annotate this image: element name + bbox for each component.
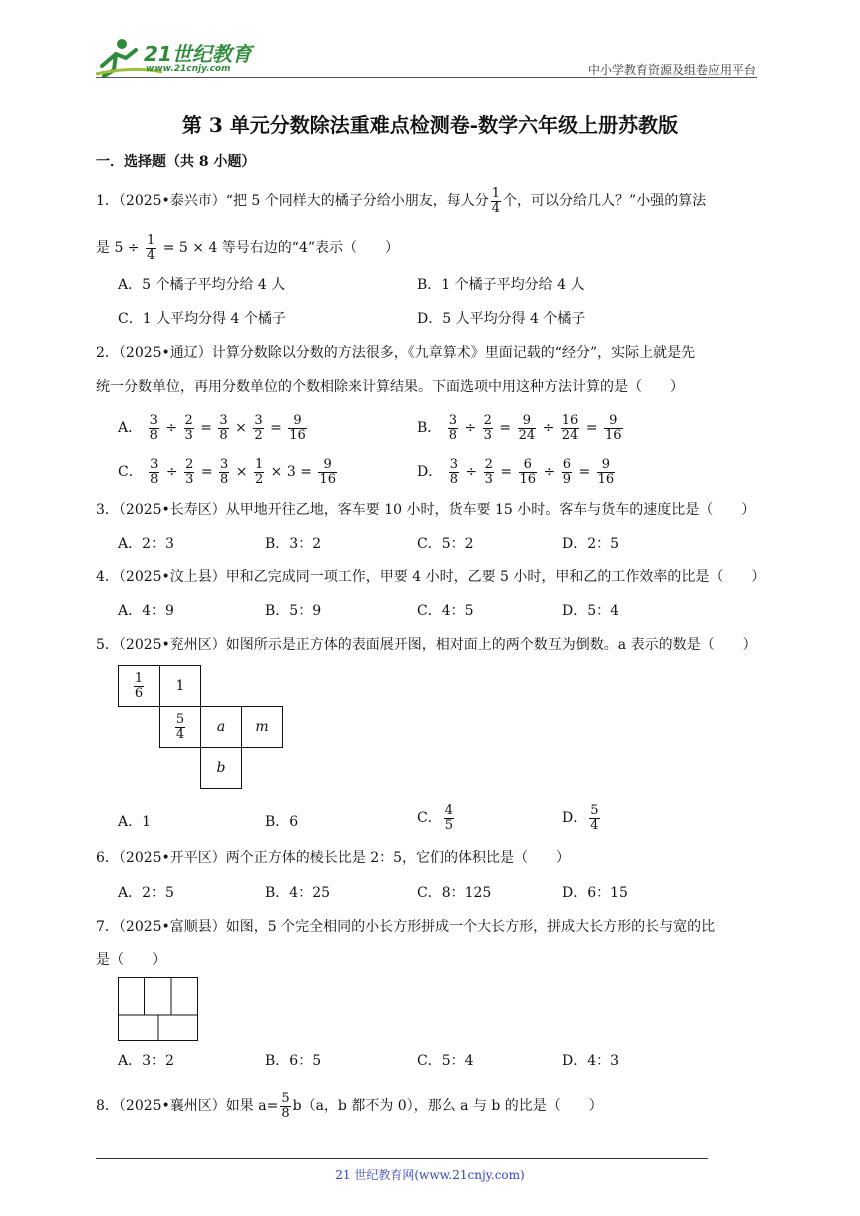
- q7-line2: 是（ ）: [96, 952, 166, 968]
- logo: [92, 36, 267, 80]
- q5-option-a[interactable]: A．1: [118, 814, 152, 830]
- q2-line1: 2．（2025•通辽）计算分数除以分数的方法很多，《九章算术》里面记载的“经分”，实际上就是先: [96, 345, 696, 361]
- q2-option-d[interactable]: D． $\frac{3}{8}$ ÷ $\frac{2}{3}$ = $\frac{6}{16}$ ÷ $\frac{6}{9}$ = $\frac{9}{16}$: [417, 457, 615, 487]
- q4-option-c[interactable]: C．4：5: [417, 603, 474, 619]
- q2-option-c[interactable]: C． $\frac{3}{8}$ ÷ $\frac{2}{3}$ = $\frac{3}{8}$ × $\frac{1}{2}$ × 3 = $\frac{9}{16}$: [118, 457, 336, 487]
- q6-option-d[interactable]: D．6：15: [562, 885, 628, 901]
- q4-text: 4．（2025•汶上县）甲和乙完成同一项工作，甲要 4 小时，乙要 5 小时，甲和乙的工作效率的比是（ ）: [96, 569, 766, 585]
- net-cell-m: m: [241, 706, 283, 748]
- q1-fraction: $\frac{1}{4}$: [491, 186, 501, 216]
- rectangle-figure: [118, 977, 198, 1041]
- q2-line2: 统一分数单位，再用分数单位的个数相除来计算结果。下面选项中用这种方法计算的是（ ）: [96, 379, 684, 395]
- q7-option-c[interactable]: C．5：4: [417, 1053, 474, 1069]
- q5-option-d[interactable]: D． $\frac{5}{4}$: [562, 803, 599, 833]
- net-cell-2: 1: [159, 665, 201, 707]
- logo-text: 21世纪教育: [144, 42, 252, 66]
- net-cell-1: $\frac{1}{6}$: [118, 665, 160, 707]
- q2-option-b[interactable]: B． $\frac{3}{8}$ ÷ $\frac{2}{3}$ = $\frac{9}{24}$ ÷ $\frac{16}{24}$ = $\frac{9}{16}$: [417, 413, 622, 443]
- q3-option-c[interactable]: C．5：2: [417, 536, 474, 552]
- q6-option-c[interactable]: C．8：125: [417, 885, 492, 901]
- q8-text: 8．（2025•襄州区）如果 a= $\frac{5}{8}$ b（a，b 都不为 0），那么 a 与 b 的比是（ ）: [96, 1091, 603, 1121]
- q1-option-d[interactable]: D．5 人平均分得 4 个橘子: [417, 311, 586, 327]
- footer-link[interactable]: 21 世纪教育网(www.21cnjy.com): [335, 1168, 525, 1182]
- q1-option-a[interactable]: A．5 个橘子平均分给 4 人: [118, 277, 286, 293]
- q3-option-d[interactable]: D．2：5: [562, 536, 620, 552]
- q6-option-a[interactable]: A．2：5: [118, 885, 174, 901]
- page-title: 第 3 单元分数除法重难点检测卷-数学六年级上册苏教版: [181, 113, 679, 137]
- q5-text: 5．（2025•兖州区）如图所示是正方体的表面展开图，相对面上的两个数互为倒数。a 表示的数是（ ）: [96, 637, 757, 653]
- q6-text: 6．（2025•开平区）两个正方体的棱长比是 2：5，它们的体积比是（ ）: [96, 850, 571, 866]
- q7-line1: 7．（2025•富顺县）如图，5 个完全相同的小长方形拼成一个大长方形，拼成大长方形的长与宽的比: [96, 919, 716, 935]
- net-cell-3: $\frac{5}{4}$: [159, 706, 201, 748]
- platform-label: 中小学教育资源及组卷应用平台: [587, 63, 756, 77]
- q1-fraction-2: $\frac{1}{4}$: [147, 233, 156, 263]
- q4-option-a[interactable]: A．4：9: [118, 603, 174, 619]
- q6-option-b[interactable]: B．4：25: [265, 885, 331, 901]
- q1-option-c[interactable]: C．1 人平均分得 4 个橘子: [118, 311, 286, 327]
- footer-divider: [96, 1158, 708, 1159]
- q7-option-d[interactable]: D．4：3: [562, 1053, 620, 1069]
- q1-line2: 是 5 ÷ $\frac{1}{4}$ = 5 × 4 等号右边的“4”表示（ ）: [96, 233, 400, 263]
- q2-option-a[interactable]: A． $\frac{3}{8}$ ÷ $\frac{2}{3}$ = $\frac{3}{8}$ × $\frac{3}{2}$ = $\frac{9}{16}$: [118, 413, 306, 443]
- q3-option-a[interactable]: A．2：3: [118, 536, 174, 552]
- q4-option-b[interactable]: B．5：9: [265, 603, 322, 619]
- q3-text: 3．（2025•长寿区）从甲地开往乙地，客车要 10 小时，货车要 15 小时。客车与货车的速度比是（ ）: [96, 502, 756, 518]
- q7-option-b[interactable]: B．6：5: [265, 1053, 322, 1069]
- net-cell-a: a: [200, 706, 242, 748]
- q1-option-b[interactable]: B．1 个橘子平均分给 4 人: [417, 277, 585, 293]
- q5-option-b[interactable]: B．6: [265, 814, 299, 830]
- q1-line1: 1．（2025•泰兴市）“把 5 个同样大的橘子分给小朋友，每人分 $\frac{1}{4}$ 个，可以分给几人？”小强的算法: [96, 186, 707, 216]
- q4-option-d[interactable]: D．5：4: [562, 603, 620, 619]
- header-divider: [96, 77, 757, 78]
- logo-url: www.21cnjy.com: [146, 64, 231, 74]
- rectangle-tiling-diagram: [118, 977, 198, 1041]
- net-cell-b: b: [200, 747, 242, 789]
- q7-option-a[interactable]: A．3：2: [118, 1053, 174, 1069]
- q5-option-c[interactable]: C． $\frac{4}{5}$: [417, 803, 453, 833]
- q3-option-b[interactable]: B．3：2: [265, 536, 322, 552]
- section-heading: 一．选择题（共 8 小题）: [96, 154, 256, 170]
- cube-net-figure: [118, 665, 284, 789]
